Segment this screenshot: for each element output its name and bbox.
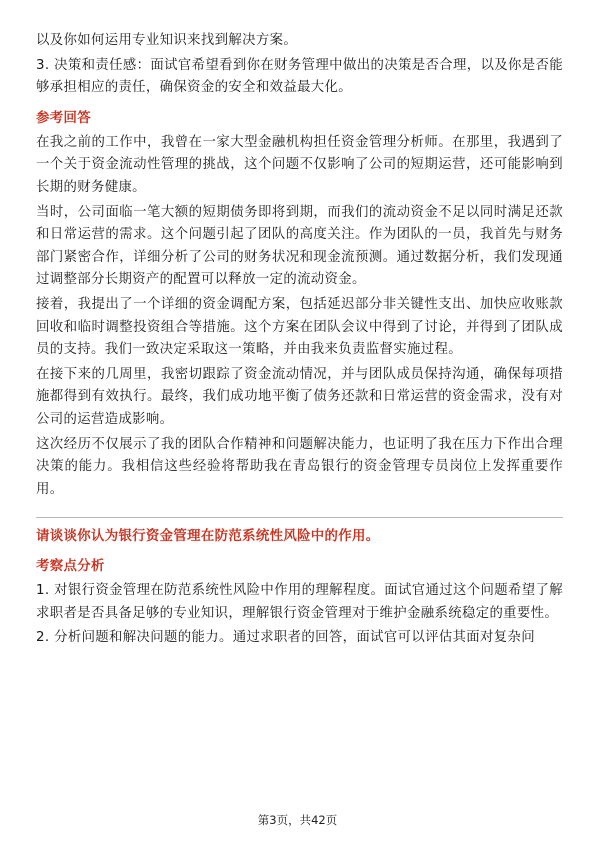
next-question: 请谈谈你认为银行资金管理在防范系统性风险中的作用。 [36,529,380,545]
answer-paragraph-1: 在我之前的工作中，我曾在一家大型金融机构担任资金管理分析师。在那里，我遇到了一个关于资金流动性管理的挑战，这个问题不仅影响了公司的短期运营，还可能影响到长期的财务健康。 [36,134,563,195]
analysis-paragraph-1: 1. 对银行资金管理在防范系统性风险中作用的理解程度。面试官通过这个问题希望了解求职者是否具备足够的专业知识，理解银行资金管理对于维护金融系统稳定的重要性。 [36,583,563,621]
paragraph-point-3: 3. 决策和责任感：面试官希望看到你在财务管理中做出的决策是否合理，以及你是否能够承担相应的责任，确保资金的安全和效益最大化。 [36,57,563,96]
page-footer: 第3页，共42页 [257,813,338,827]
answer-paragraph-4: 在接下来的几周里，我密切跟踪了资金流动情况，并与团队成员保持沟通，确保每项措施都得到有效执行。最终，我们成功地平衡了债务还款和日常运营的资金需求，没有对公司的运营造成影响。 [36,366,563,427]
analysis-paragraph-2: 2. 分析问题和解决问题的能力。通过求职者的回答，面试官可以评估其面对复杂问 [36,630,536,646]
answer-paragraph-2: 当时，公司面临一笔大额的短期债务即将到期，而我们的流动资金不足以同时满足还款和日常运营的需求。这个问题引起了团队的高度关注。作为团队的一员，我首先与财务部门紧密合作，详细分析了公司的财务状况和现金流预测。通过数据分析，我们发现通过调整部分长期资产的配置可以释放一定的流动资金。 [36,204,563,288]
page-content [36,30,563,652]
analysis-heading: 考察点分析 [36,559,105,575]
answer-heading: 参考回答 [36,110,91,126]
answer-paragraph-3: 接着，我提出了一个详细的资金调配方案，包括延迟部分非关键性支出、加快应收账款回收和临时调整投资组合等措施。这个方案在团队会议中得到了讨论，并得到了团队成员的支持。我们一致决定采取这一策略，并由我来负责监督实施过程。 [36,296,563,358]
answer-paragraph-5: 这次经历不仅展示了我的团队合作精神和问题解决能力，也证明了我在压力下作出合理决策的能力。我相信这些经验将帮助我在青岛银行的资金管理专员岗位上发挥重要作用。 [36,436,563,497]
paragraph-continuation: 以及你如何运用专业知识来找到解决方案。 [36,33,298,48]
section-divider [36,517,563,518]
